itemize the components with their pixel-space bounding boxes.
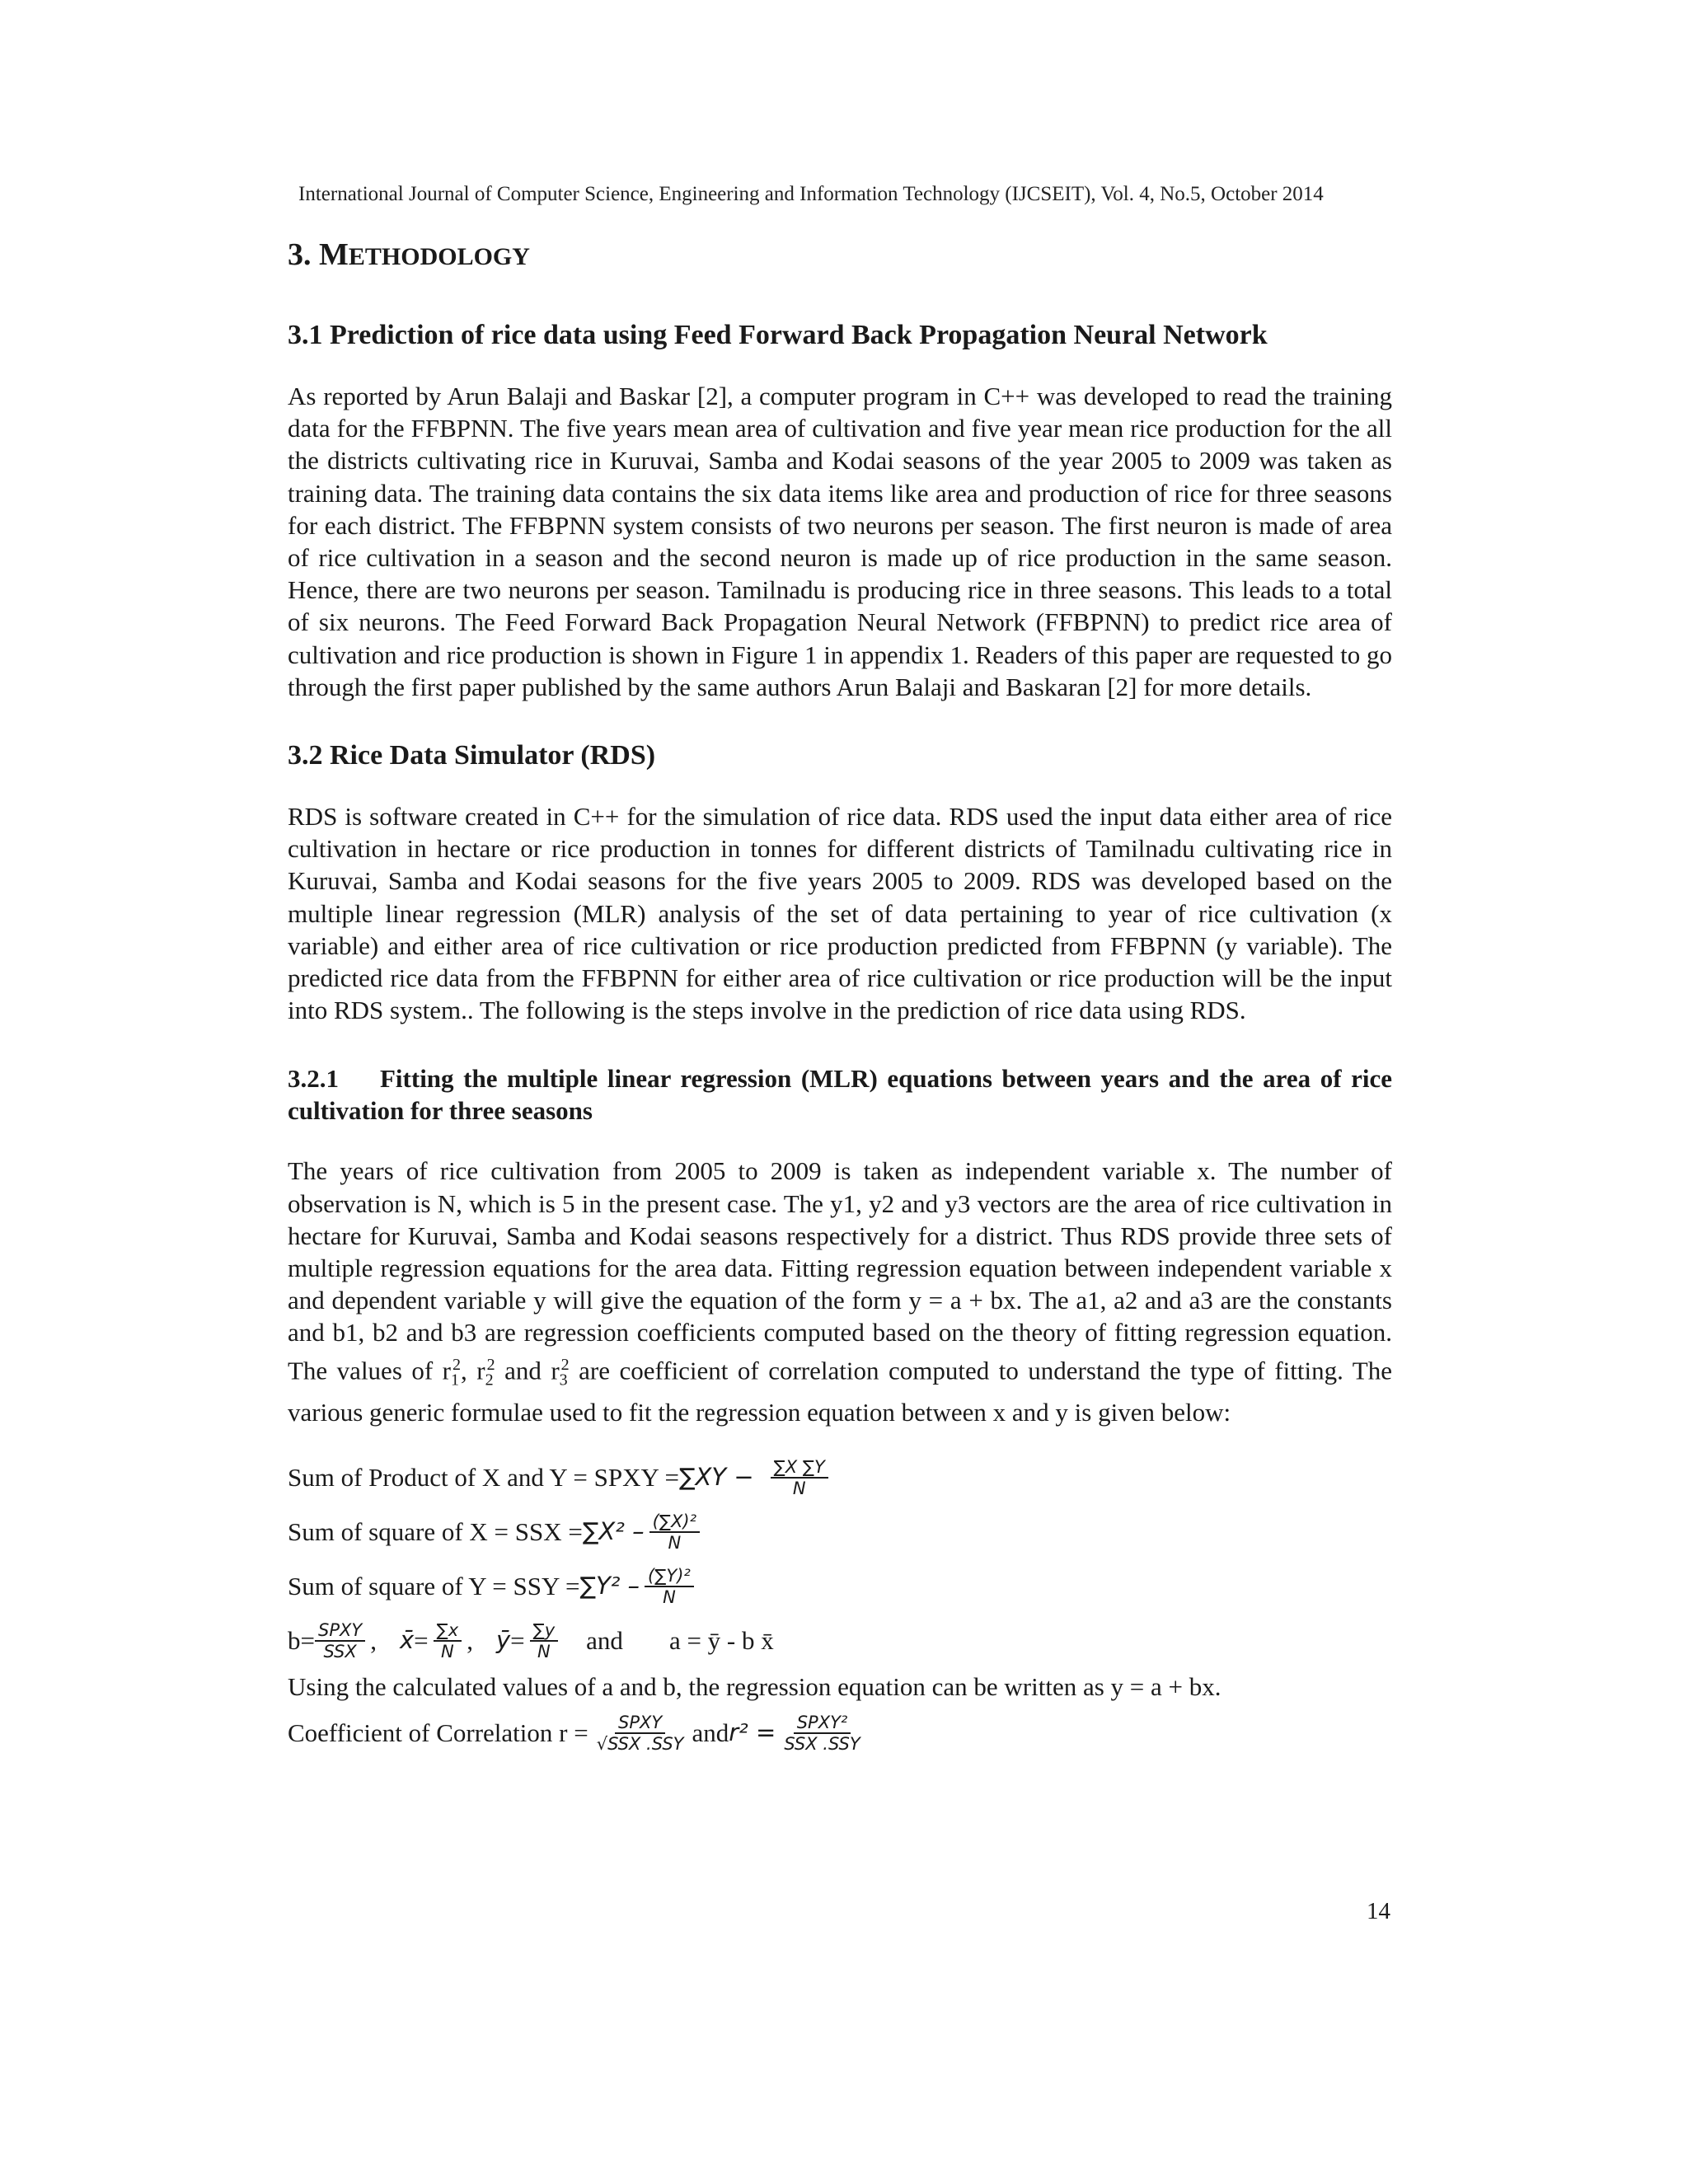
paragraph-3-1: As reported by Arun Balaji and Baskar [2], a computer program in C++ was developed to read the training data for the FFBPNN. The five years mean area of cultivation and five year mean rice production for the all the districts cultivating rice in Kuruvai, Samba and Kodai seasons of the year 2005 to 2009 was taken as training data. The training data contains the six data items like area and production of rice for three seasons for each district. The FFBPNN system consists of two neurons per season. The first neuron is made of area of rice cultivation in a season and the second neuron is made up of rice production in the same season. Hence, there are two neurons per season. Tamilnadu is producing rice in three seasons. This leads to a total of six neurons. The Feed Forward Back Propagation Neural Network (FFBPNN) to predict rice area of cultivation and rice production is shown in Figure 1 in appendix 1. Readers of this paper are requested to go through the first paper published by the same authors Arun Balaji and Baskaran [2] for more details. — [288, 382, 1392, 701]
section-heading-methodology: 3. METHODOLOGY — [288, 237, 530, 272]
fraction: $\frac{\sum x}{N}$ — [434, 1620, 462, 1661]
formula-b-xbar-ybar-a: b= $\frac{\text{SPXY}}{\text{SSX}}$ , x̄ = $\frac{\sum x}{N}$ , ȳ = $\frac{\sum y}{N}$ and a = ȳ - b x̄ — [288, 1619, 774, 1661]
formula-correlation: Coefficient of Correlation r = $\frac{\text{SPXY}}{\text{√SSX .SSY}}$ and r² = $\frac{\text{SPXY²}}{\text{SSX .SSY}}$ — [288, 1706, 1392, 1760]
page-number: 14 — [1367, 1898, 1390, 1924]
formula-block — [288, 1451, 1392, 1760]
fraction: $\frac{\text{SPXY²}}{\text{SSX .SSY}}$ — [784, 1712, 860, 1754]
subsubsection-heading-3-2-1: 3.2.1 Fitting the multiple linear regression (MLR) equations between years and the area of rice cultivation for three seasons — [288, 1064, 1392, 1126]
fraction: $\frac{\text{(∑X)²}}{N}$ — [649, 1511, 700, 1553]
paragraph-3-2: RDS is software created in C++ for the simulation of rice data. RDS used the input data either area of rice cultivation in hectare or rice production in tonnes for different districts of Tamilnadu cultivating rice in Kuruvai, Samba and Kodai seasons for the five years 2005 to 2009. RDS was developed based on the multiple linear regression (MLR) analysis of the set of data pertaining to year of rice cultivation (x variable) and either area of rice cultivation or rice production predicted from FFBPNN (y variable). The predicted rice data from the FFBPNN for either area of rice cultivation or rice production will be the input into RDS system.. The following is the steps involve in the prediction of rice data using RDS. — [288, 802, 1392, 1025]
subsection-heading-3-1: 3.1 Prediction of rice data using Feed Forward Back Propagation Neural Network — [288, 320, 1268, 350]
formula-ssx: Sum of square of X = SSX = ∑X² – $\frac{\text{(∑X)²}}{N}$ — [288, 1505, 1392, 1559]
paragraph-3-2-1: The years of rice cultivation from 2005 to 2009 is taken as independent variable x. The number of observation is N, which is 5 in the present case. The y1, y2 and y3 vectors are the area of rice cultivation in hectare for Kuruvai, Samba and Kodai seasons respectively for a district. Thus RDS provide three sets of multiple regression equations for the area data. Fitting regression equation between independent variable x and dependent variable y will give the equation of the form y = a + bx. The a1, a2 and a3 are the constants and b1, b2 and b3 are regression coefficients computed based on the theory of fitting regression equation. The values of $r_1^2$, $r_2^2$ and $r_3^2$ are coefficient of correlation computed to understand the type of fitting. The various generic formulae used to fit the regression equation between x and y is given below: — [288, 1156, 1392, 1427]
subsection-heading-3-2: 3.2 Rice Data Simulator (RDS) — [288, 740, 656, 771]
fraction: $\frac{\sum X \sum Y}{N}$ — [771, 1457, 828, 1498]
formula-spxy: Sum of Product of X and Y = SPXY = ∑XY − $\frac{\sum X \sum Y}{N}$ — [288, 1451, 1392, 1505]
fraction: $\frac{\text{(∑Y)²}}{N}$ — [645, 1566, 694, 1607]
formula-ssy: Sum of square of Y = SSY = ∑Y² – $\frac{\text{(∑Y)²}}{N}$ — [288, 1559, 1392, 1614]
fraction: $\frac{\sum y}{N}$ — [530, 1620, 559, 1661]
formula-using-text: Using the calculated values of a and b, the regression equation can be written as y = a + bx. — [288, 1672, 1221, 1702]
fraction: $\frac{\text{SPXY}}{\text{SSX}}$ — [315, 1620, 365, 1661]
content — [288, 236, 1392, 1760]
fraction: $\frac{\text{SPXY}}{\text{√SSX .SSY}}$ — [596, 1712, 684, 1754]
running-head: International Journal of Computer Science, Engineering and Information Technology (IJCSEIT), Vol. 4, No.5, October 2014 — [298, 183, 1324, 205]
